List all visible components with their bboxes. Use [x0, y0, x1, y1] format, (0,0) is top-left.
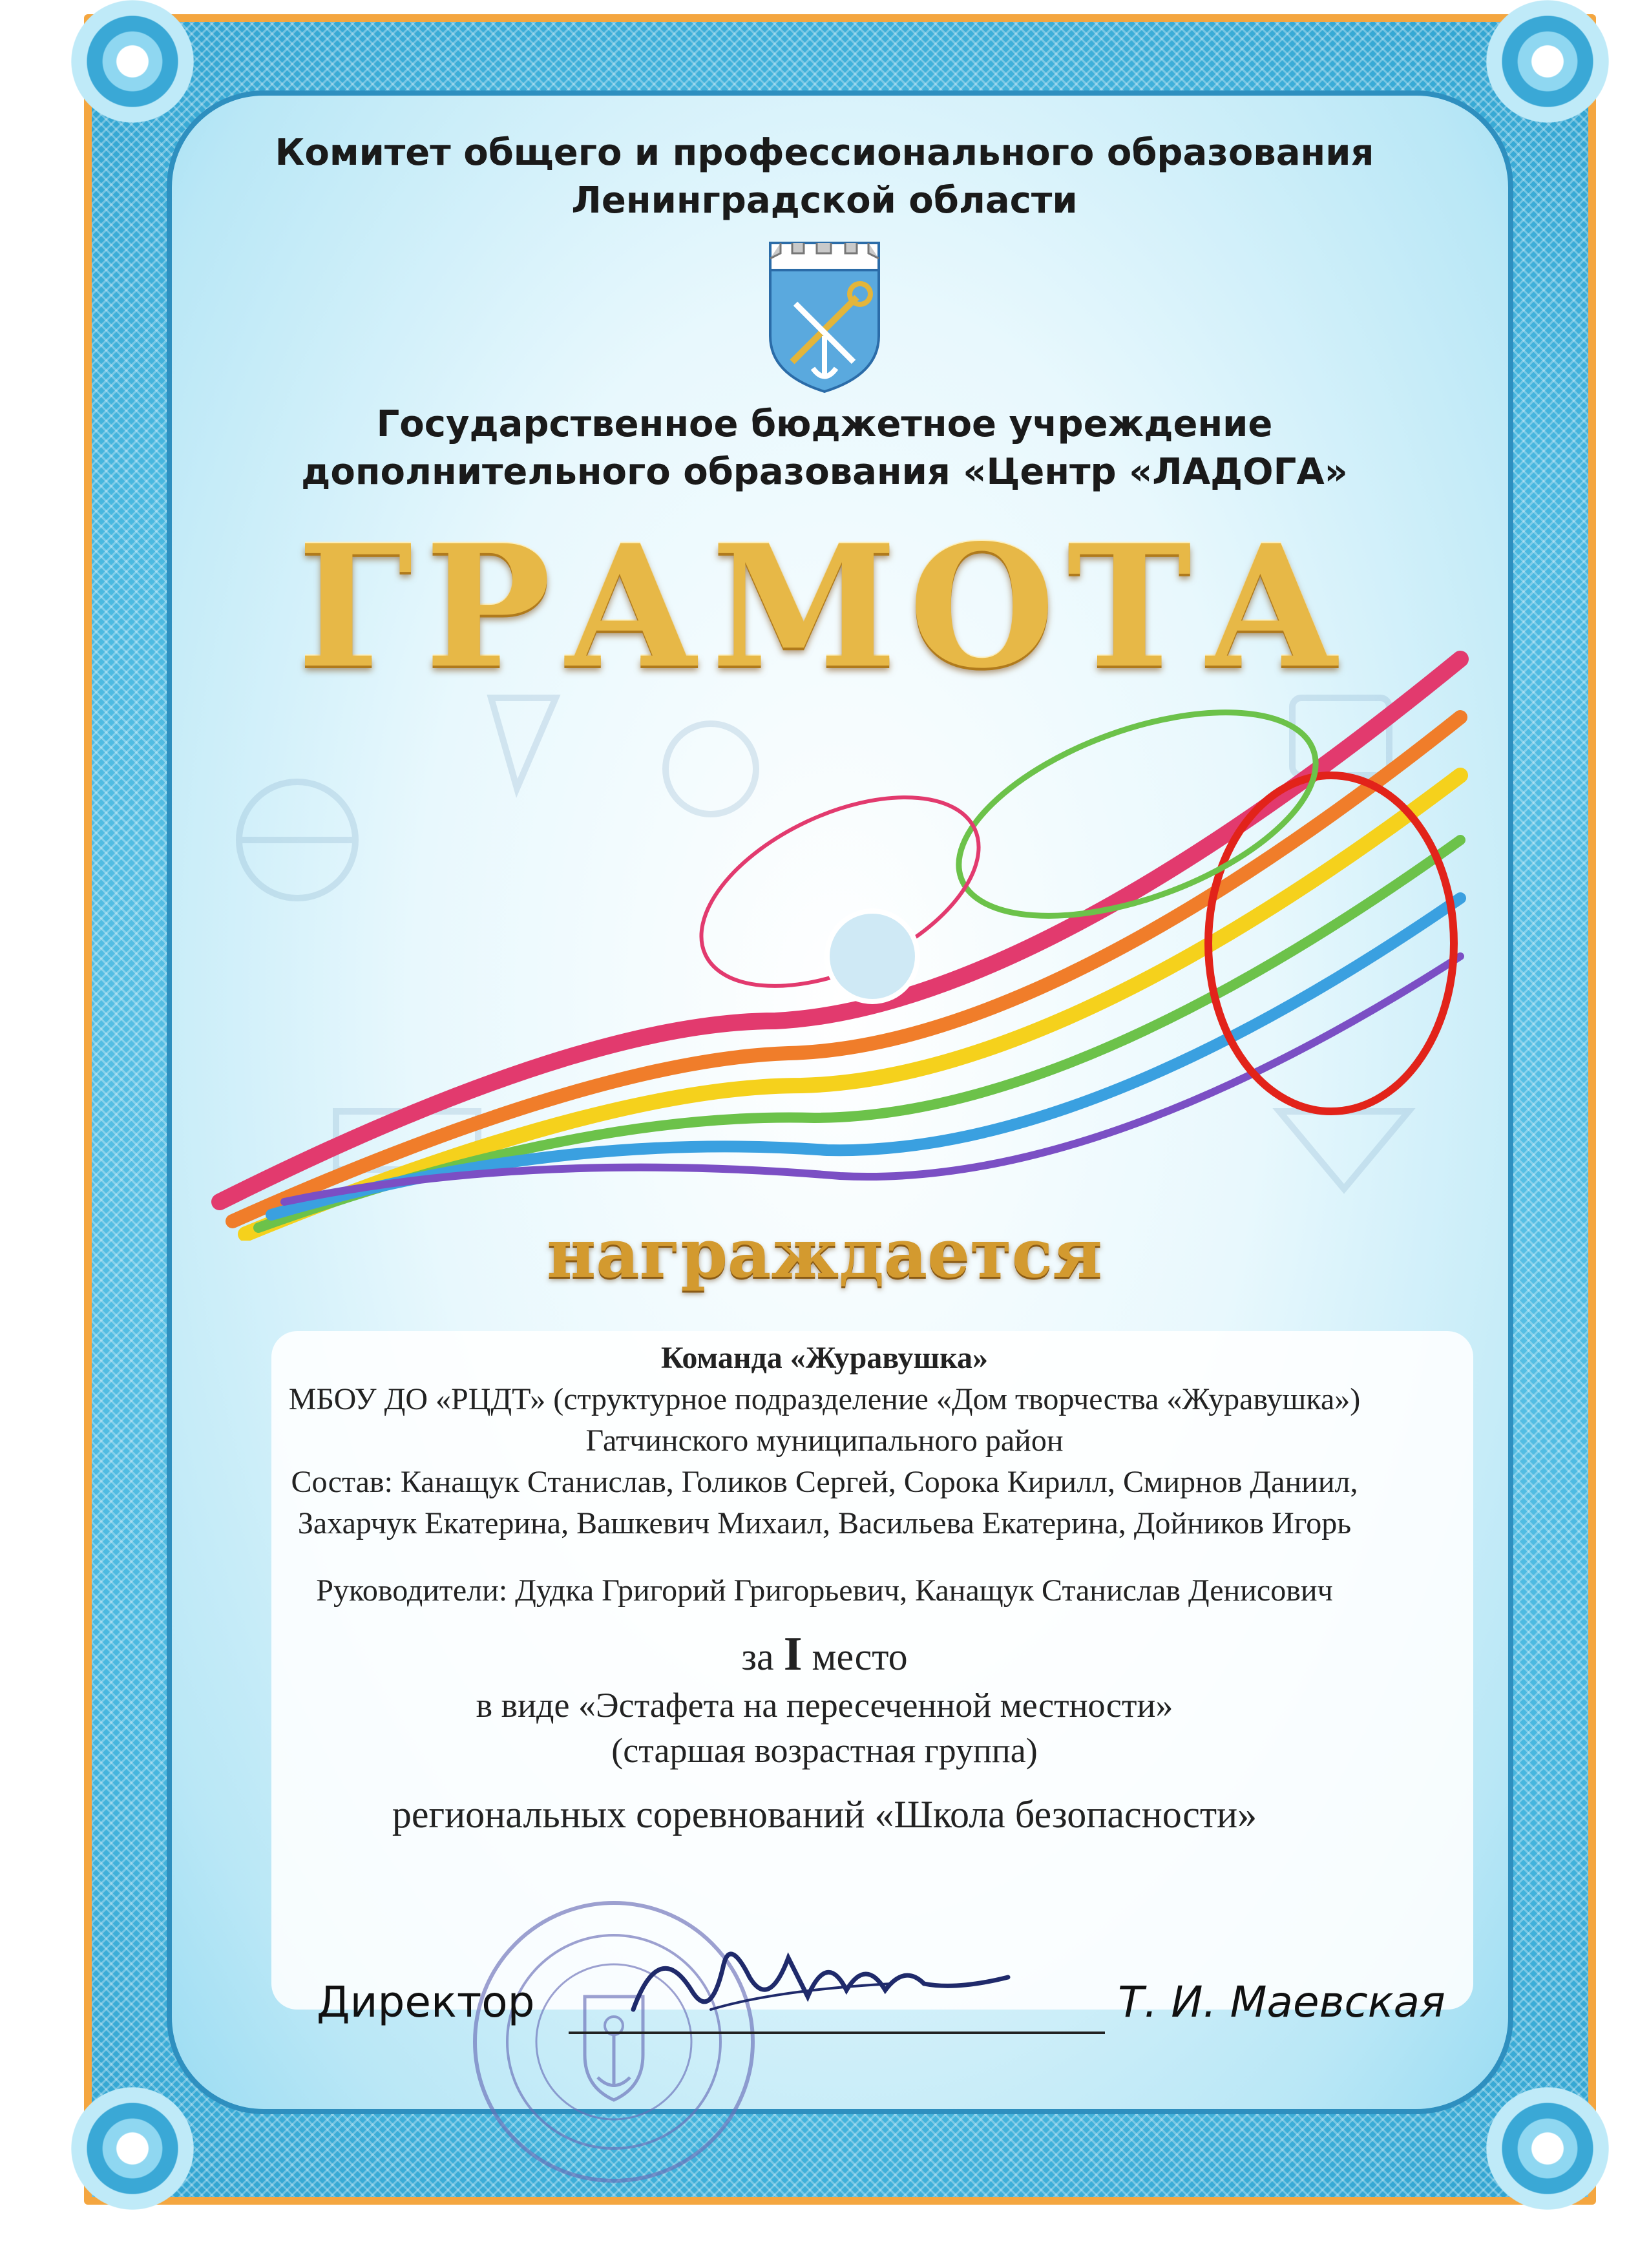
rosette-top-right [1486, 0, 1609, 123]
committee-line-2: Ленинградской области [571, 180, 1078, 222]
rosette-bottom-left [71, 2087, 194, 2210]
organization-line-1: МБОУ ДО «РЦДТ» (структурное подразделение «Дом творчества «Журавушка») [288, 1382, 1361, 1416]
place-line [0, 1628, 1649, 1683]
team-name: Команда «Журавушка» [660, 1341, 989, 1375]
decorative-ribbons [194, 620, 1473, 1241]
director-name: Т. И. Маевская [1118, 1977, 1445, 2027]
place-prefix: за [741, 1635, 774, 1678]
signature-line [569, 2032, 1105, 2034]
organization-line-2: Гатчинского муниципального район [585, 1423, 1064, 1458]
coat-of-arms-icon [766, 239, 883, 394]
place-number: I [783, 1628, 803, 1681]
rosette-bottom-right [1486, 2087, 1609, 2210]
leaders-line: Руководители: Дудка Григорий Григорьевич, Канащук Станислав Денисович [316, 1573, 1333, 1608]
event-line: в виде «Эстафета на пересеченной местности» [476, 1686, 1173, 1725]
recipient-block [0, 1338, 1649, 1612]
committee-heading [0, 129, 1649, 225]
achievement-block [0, 1628, 1649, 1840]
group-line: (старшая возрастная группа) [611, 1731, 1038, 1770]
institution-line-2: дополнительного образования «Центр «ЛАДОГА» [301, 451, 1348, 493]
institution-heading [0, 401, 1649, 496]
rosette-top-left [71, 0, 194, 123]
institution-line-1: Государственное бюджетное учреждение [376, 403, 1273, 445]
committee-line-1: Комитет общего и профессионального образования [275, 132, 1374, 174]
director-label: Директор [317, 1977, 535, 2027]
members-line-2: Захарчук Екатерина, Вашкевич Михаил, Васильева Екатерина, Дойников Игорь [297, 1506, 1352, 1540]
members-line-1: Состав: Канащук Станислав, Голиков Сергей, Сорока Кирилл, Смирнов Даниил, [291, 1465, 1358, 1499]
place-suffix: место [812, 1635, 908, 1678]
signature-row [0, 1977, 1649, 2048]
certificate-title: ГРАМОТА [297, 509, 1352, 706]
competition-line: региональных соревнований «Школа безопасности» [392, 1793, 1257, 1836]
awarded-heading: награждается [547, 1213, 1102, 1293]
